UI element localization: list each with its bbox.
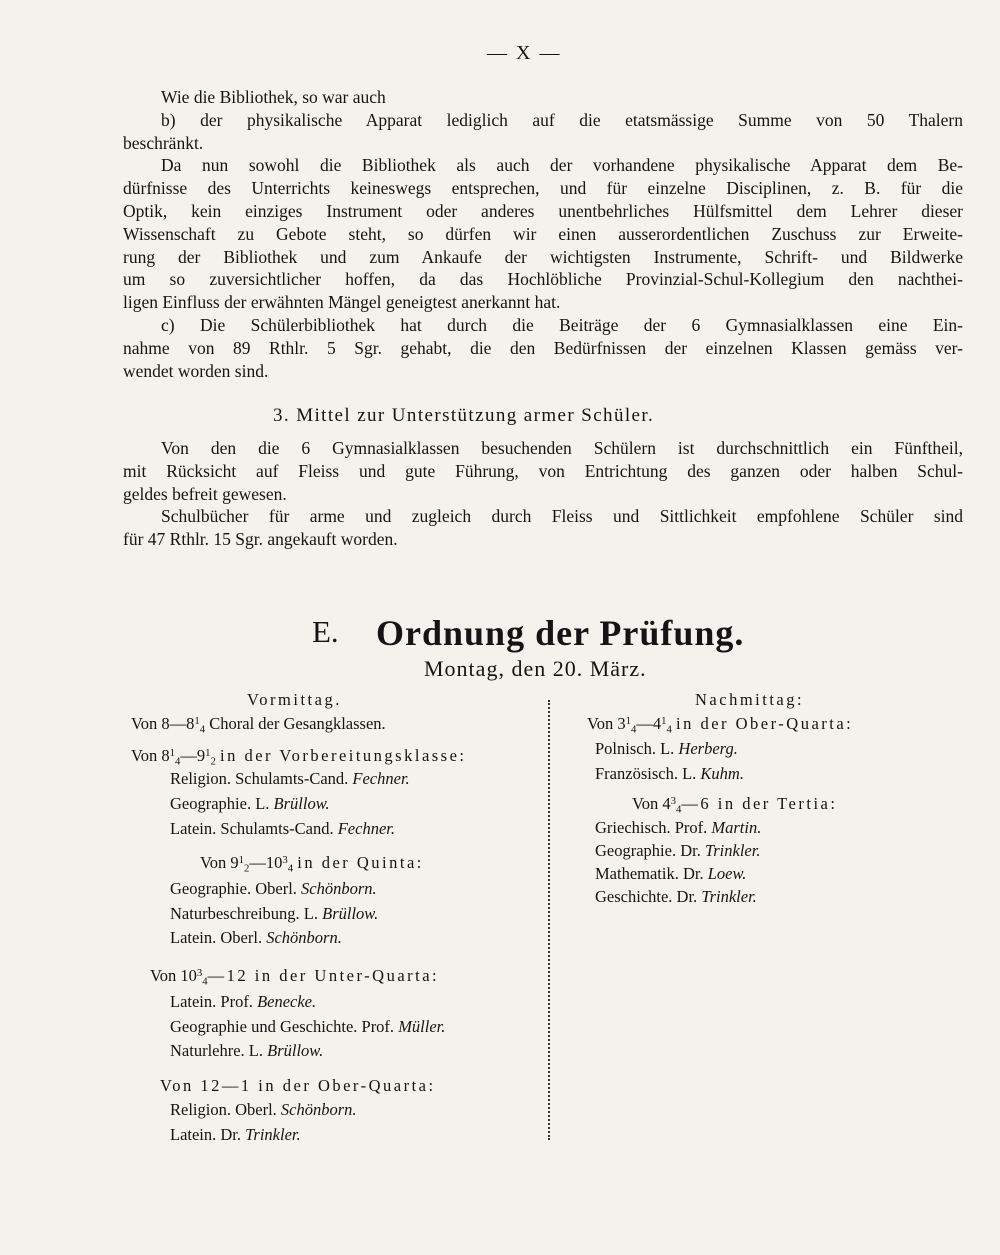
exam-entry: Geschichte. Dr. Trinkler. (595, 887, 757, 906)
exam-entry: Latein. Oberl. Schönborn. (170, 928, 342, 947)
text-line: um so zuversichtlicher hoffen, da das Hochlöbliche Provinzial-Schul-Kollegium den nachthei- (123, 269, 963, 290)
schedule-line: Von $10^{3_4}—12$ in der Unter-Quarta: (150, 966, 440, 988)
exam-entry: Latein. Prof. Benecke. (170, 992, 317, 1011)
exam-entry: Geographie. L. Brüllow. (170, 794, 330, 813)
schedule-line: Von $9^{1_2}—10^{3_4}$ in der Quinta: (200, 853, 424, 875)
exam-date: Montag, den 20. März. (424, 656, 647, 681)
afternoon-heading: Nachmittag: (695, 690, 805, 709)
section-e-title: Ordnung der Prüfung. (376, 613, 745, 653)
morning-heading: Vormittag. (247, 690, 342, 709)
schedule-line: Von 12—1 in der Ober-Quarta: (160, 1076, 436, 1095)
exam-entry: Naturlehre. L. Brüllow. (170, 1041, 324, 1060)
text-line: beschränkt. (123, 132, 204, 153)
text-line: Wie die Bibliothek, so war auch (161, 87, 386, 107)
column-divider (548, 700, 550, 1140)
text-line: nahme von 89 Rthlr. 5 Sgr. gehabt, die den Bedürfnissen der einzelnen Klassen gemäss ver- (123, 337, 963, 358)
text-line: c) Die Schülerbibliothek hat durch die Beiträge der 6 Gymnasialklassen eine Ein- (161, 314, 963, 335)
library-paragraphs (123, 86, 963, 382)
schedule-line: Von $8—8^{1_4}$ Choral der Gesangklassen. (131, 714, 386, 736)
exam-entry: Mathematik. Dr. Loew. (595, 864, 747, 883)
text-line: Da nun sowohl die Bibliothek als auch der vorhandene physikalische Apparat dem Be- (161, 155, 963, 176)
text-line: Schulbücher für arme und zugleich durch Fleiss und Sittlichkeit empfohlene Schüler sind (161, 506, 963, 527)
exam-entry: Französisch. L. Kuhm. (595, 764, 744, 783)
text-line: mit Rücksicht auf Fleiss und gute Führung, von Entrichtung des ganzen oder halben Schul- (123, 460, 963, 481)
exam-entry: Religion. Oberl. Schönborn. (170, 1100, 357, 1119)
text-line: b) der physikalische Apparat lediglich auf die etatsmässige Summe von 50 Thalern (161, 109, 963, 130)
schedule-line: Von $3^{1_4}—4^{1_4}$ in der Ober-Quarta: (587, 714, 854, 736)
text-line: ligen Einfluss der erwähnten Mängel geneigtest anerkannt hat. (123, 292, 561, 313)
text-line: rung der Bibliothek und zum Ankaufe der wichtigsten Instrumente, Schrift- und Bildwerke (123, 246, 963, 267)
text-line: Optik, kein einziges Instrument oder anderes unentbehrliches Hülfsmittel dem Lehrer dieser (123, 200, 963, 221)
text-line: für 47 Rthlr. 15 Sgr. angekauft worden. (123, 529, 398, 550)
text-line: Wissenschaft zu Gebote steht, so dürfen wir einen ausserordentlichen Zuschuss zur Erweite- (123, 223, 963, 244)
text-line: Von den die 6 Gymnasialklassen besuchenden Schülern ist durchschnittlich ein Fünftheil, (161, 438, 963, 458)
exam-entry: Polnisch. L. Herberg. (595, 739, 738, 758)
text-line: geldes befreit gewesen. (123, 483, 287, 504)
exam-entry: Griechisch. Prof. Martin. (595, 818, 762, 837)
text-line: wendet worden sind. (123, 360, 269, 381)
exam-entry: Latein. Dr. Trinkler. (170, 1125, 301, 1144)
exam-entry: Geographie und Geschichte. Prof. Müller. (170, 1017, 446, 1036)
schedule-line: Von $8^{1_4}—9^{1_2}$ in der Vorbereitungsklasse: (131, 746, 467, 768)
section-3-paragraphs (123, 437, 963, 551)
text-line: dürfnisse des Unterrichts keineswegs entsprechen, und für einzelne Disciplinen, z. B. für die (123, 178, 963, 199)
section-e-letter: E. (312, 614, 339, 649)
schedule-line: Von $4^{3_4}—6$ in der Tertia: (632, 794, 838, 816)
exam-entry: Geographie. Oberl. Schönborn. (170, 879, 377, 898)
page-number: — X — (487, 42, 562, 64)
exam-entry: Geographie. Dr. Trinkler. (595, 841, 761, 860)
exam-entry: Latein. Schulamts-Cand. Fechner. (170, 819, 395, 838)
exam-entry: Religion. Schulamts-Cand. Fechner. (170, 769, 410, 788)
exam-entry: Naturbeschreibung. L. Brüllow. (170, 904, 379, 923)
section-3-heading: 3. Mittel zur Unterstützung armer Schüler. (273, 405, 655, 426)
